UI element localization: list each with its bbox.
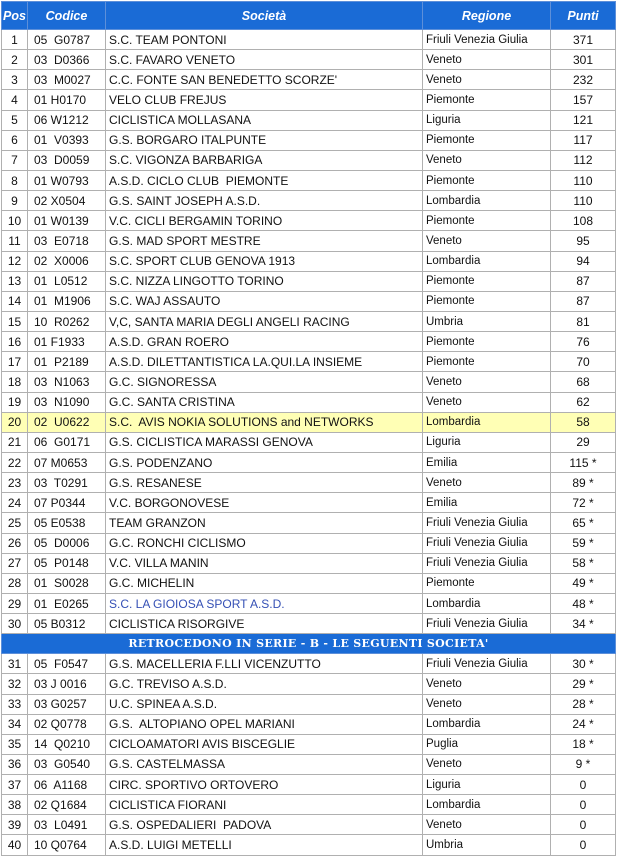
cell-region: Veneto	[423, 50, 551, 70]
table-row	[2, 130, 616, 150]
cell-points: 65 *	[551, 513, 616, 533]
cell-points: 157	[551, 90, 616, 110]
cell-code: 05 D0006	[28, 533, 106, 553]
table-row	[2, 372, 616, 392]
cell-code: 05 G0787	[28, 30, 106, 50]
cell-code: 10 R0262	[28, 311, 106, 331]
table-row	[2, 754, 616, 774]
cell-region: Piemonte	[423, 271, 551, 291]
cell-region: Lombardia	[423, 714, 551, 734]
cell-pos: 20	[2, 412, 28, 432]
cell-society: S.C. FAVARO VENETO	[106, 50, 423, 70]
cell-points: 108	[551, 211, 616, 231]
cell-points: 121	[551, 110, 616, 130]
cell-region: Lombardia	[423, 795, 551, 815]
cell-society: A.S.D. CICLO CLUB PIEMONTE	[106, 170, 423, 190]
relegation-separator	[2, 634, 616, 654]
cell-code: 01 M1906	[28, 291, 106, 311]
cell-region: Lombardia	[423, 412, 551, 432]
cell-code: 03 M0027	[28, 70, 106, 90]
cell-code: 01 P2189	[28, 352, 106, 372]
cell-points: 24 *	[551, 714, 616, 734]
cell-pos: 12	[2, 251, 28, 271]
cell-code: 02 X0504	[28, 191, 106, 211]
cell-points: 28 *	[551, 694, 616, 714]
cell-region: Umbria	[423, 835, 551, 855]
cell-society: S.C. SPORT CLUB GENOVA 1913	[106, 251, 423, 271]
table-row	[2, 392, 616, 412]
cell-region: Veneto	[423, 694, 551, 714]
cell-points: 70	[551, 352, 616, 372]
cell-society: G.S. BORGARO ITALPUNTE	[106, 130, 423, 150]
cell-code: 05 P0148	[28, 553, 106, 573]
cell-pos: 1	[2, 30, 28, 50]
cell-code: 02 X0006	[28, 251, 106, 271]
cell-pos: 38	[2, 795, 28, 815]
cell-pos: 30	[2, 614, 28, 634]
table-row	[2, 533, 616, 553]
cell-points: 9 *	[551, 754, 616, 774]
cell-pos: 3	[2, 70, 28, 90]
cell-region: Emilia	[423, 493, 551, 513]
header-pos: Pos	[2, 2, 28, 30]
cell-pos: 18	[2, 372, 28, 392]
table-row	[2, 473, 616, 493]
header-region: Regione	[423, 2, 551, 30]
cell-pos: 35	[2, 734, 28, 754]
cell-region: Liguria	[423, 432, 551, 452]
cell-code: 01 L0512	[28, 271, 106, 291]
table-row	[2, 452, 616, 472]
cell-region: Puglia	[423, 734, 551, 754]
table-row	[2, 614, 616, 634]
cell-points: 112	[551, 150, 616, 170]
cell-code: 06 G0171	[28, 432, 106, 452]
cell-pos: 7	[2, 150, 28, 170]
cell-code: 05 F0547	[28, 654, 106, 674]
cell-points: 94	[551, 251, 616, 271]
table-row	[2, 674, 616, 694]
cell-pos: 26	[2, 533, 28, 553]
cell-pos: 15	[2, 311, 28, 331]
cell-region: Veneto	[423, 70, 551, 90]
table-row	[2, 271, 616, 291]
table-row	[2, 654, 616, 674]
table-body-relegated	[2, 654, 616, 855]
cell-points: 59 *	[551, 533, 616, 553]
cell-points: 0	[551, 835, 616, 855]
cell-pos: 6	[2, 130, 28, 150]
cell-points: 72 *	[551, 493, 616, 513]
cell-code: 07 M0653	[28, 452, 106, 472]
cell-code: 01 W0793	[28, 170, 106, 190]
cell-points: 62	[551, 392, 616, 412]
table-row	[2, 170, 616, 190]
cell-society: G.C. SANTA CRISTINA	[106, 392, 423, 412]
cell-society: A.S.D. DILETTANTISTICA LA.QUI.LA INSIEME	[106, 352, 423, 372]
cell-society: G.S. PODENZANO	[106, 452, 423, 472]
table-row	[2, 150, 616, 170]
cell-society: CICLISTICA FIORANI	[106, 795, 423, 815]
cell-pos: 13	[2, 271, 28, 291]
cell-region: Veneto	[423, 231, 551, 251]
cell-society: S.C. AVIS NOKIA SOLUTIONS and NETWORKS	[106, 412, 423, 432]
cell-region: Piemonte	[423, 291, 551, 311]
cell-pos: 33	[2, 694, 28, 714]
table-row	[2, 30, 616, 50]
cell-pos: 28	[2, 573, 28, 593]
cell-code: 03 J 0016	[28, 674, 106, 694]
header-code: Codice	[28, 2, 106, 30]
cell-region: Lombardia	[423, 251, 551, 271]
cell-pos: 8	[2, 170, 28, 190]
cell-pos: 22	[2, 452, 28, 472]
cell-code: 05 B0312	[28, 614, 106, 634]
cell-region: Veneto	[423, 150, 551, 170]
cell-code: 02 Q1684	[28, 795, 106, 815]
ranking-table	[1, 1, 616, 856]
cell-points: 0	[551, 795, 616, 815]
cell-pos: 2	[2, 50, 28, 70]
cell-society: V.C. BORGONOVESE	[106, 493, 423, 513]
cell-points: 115 *	[551, 452, 616, 472]
cell-society: TEAM GRANZON	[106, 513, 423, 533]
cell-code: 01 F1933	[28, 332, 106, 352]
cell-code: 01 W0139	[28, 211, 106, 231]
cell-points: 0	[551, 775, 616, 795]
cell-region: Friuli Venezia Giulia	[423, 533, 551, 553]
cell-points: 232	[551, 70, 616, 90]
cell-society: G.S. ALTOPIANO OPEL MARIANI	[106, 714, 423, 734]
cell-pos: 32	[2, 674, 28, 694]
cell-region: Veneto	[423, 392, 551, 412]
table-row	[2, 694, 616, 714]
table-row	[2, 231, 616, 251]
cell-region: Veneto	[423, 754, 551, 774]
table-row	[2, 835, 616, 855]
cell-code: 01 V0393	[28, 130, 106, 150]
cell-region: Piemonte	[423, 90, 551, 110]
cell-points: 0	[551, 815, 616, 835]
cell-region: Umbria	[423, 311, 551, 331]
cell-society: V,C, SANTA MARIA DEGLI ANGELI RACING	[106, 311, 423, 331]
cell-pos: 31	[2, 654, 28, 674]
cell-pos: 37	[2, 775, 28, 795]
table-row	[2, 50, 616, 70]
table-row	[2, 493, 616, 513]
cell-region: Lombardia	[423, 191, 551, 211]
cell-points: 58	[551, 412, 616, 432]
cell-society: G.C. MICHELIN	[106, 573, 423, 593]
cell-code: 03 L0491	[28, 815, 106, 835]
table-row	[2, 815, 616, 835]
table-row	[2, 553, 616, 573]
cell-code: 03 N1090	[28, 392, 106, 412]
cell-pos: 23	[2, 473, 28, 493]
cell-society: G.S. RESANESE	[106, 473, 423, 493]
cell-pos: 39	[2, 815, 28, 835]
cell-pos: 24	[2, 493, 28, 513]
cell-society: G.S. MAD SPORT MESTRE	[106, 231, 423, 251]
cell-region: Emilia	[423, 452, 551, 472]
cell-code: 06 A1168	[28, 775, 106, 795]
cell-region: Veneto	[423, 674, 551, 694]
cell-society: S.C. WAJ ASSAUTO	[106, 291, 423, 311]
cell-points: 30 *	[551, 654, 616, 674]
cell-society: U.C. SPINEA A.S.D.	[106, 694, 423, 714]
cell-code: 05 E0538	[28, 513, 106, 533]
cell-region: Friuli Venezia Giulia	[423, 30, 551, 50]
table-row	[2, 412, 616, 432]
cell-points: 29 *	[551, 674, 616, 694]
cell-code: 02 Q0778	[28, 714, 106, 734]
cell-pos: 5	[2, 110, 28, 130]
cell-code: 01 H0170	[28, 90, 106, 110]
cell-points: 301	[551, 50, 616, 70]
cell-pos: 16	[2, 332, 28, 352]
table-row	[2, 513, 616, 533]
table-row	[2, 70, 616, 90]
cell-points: 29	[551, 432, 616, 452]
cell-society: G.S. CICLISTICA MARASSI GENOVA	[106, 432, 423, 452]
cell-society: CICLISTICA RISORGIVE	[106, 614, 423, 634]
table-row	[2, 110, 616, 130]
cell-code: 03 E0718	[28, 231, 106, 251]
cell-pos: 17	[2, 352, 28, 372]
table-row	[2, 714, 616, 734]
cell-code: 03 D0059	[28, 150, 106, 170]
table-row	[2, 332, 616, 352]
cell-society: S.C. TEAM PONTONI	[106, 30, 423, 50]
cell-society: S.C. LA GIOIOSA SPORT A.S.D.	[106, 593, 423, 613]
cell-points: 87	[551, 291, 616, 311]
cell-region: Veneto	[423, 815, 551, 835]
cell-points: 68	[551, 372, 616, 392]
cell-society: V.C. VILLA MANIN	[106, 553, 423, 573]
cell-region: Piemonte	[423, 130, 551, 150]
cell-pos: 14	[2, 291, 28, 311]
table-row	[2, 211, 616, 231]
cell-points: 48 *	[551, 593, 616, 613]
cell-region: Piemonte	[423, 352, 551, 372]
cell-society: A.S.D. LUIGI METELLI	[106, 835, 423, 855]
cell-region: Lombardia	[423, 593, 551, 613]
cell-code: 03 T0291	[28, 473, 106, 493]
cell-region: Liguria	[423, 775, 551, 795]
cell-points: 110	[551, 170, 616, 190]
cell-points: 95	[551, 231, 616, 251]
cell-code: 10 Q0764	[28, 835, 106, 855]
cell-pos: 25	[2, 513, 28, 533]
cell-points: 81	[551, 311, 616, 331]
cell-region: Veneto	[423, 372, 551, 392]
cell-code: 06 W1212	[28, 110, 106, 130]
cell-code: 03 G0257	[28, 694, 106, 714]
table-row	[2, 775, 616, 795]
cell-society: G.S. MACELLERIA F.LLI VICENZUTTO	[106, 654, 423, 674]
cell-society: G.C. RONCHI CICLISMO	[106, 533, 423, 553]
cell-points: 76	[551, 332, 616, 352]
table-body-main	[2, 30, 616, 634]
separator-row	[2, 634, 616, 654]
cell-society: G.S. SAINT JOSEPH A.S.D.	[106, 191, 423, 211]
cell-pos: 10	[2, 211, 28, 231]
cell-code: 14 Q0210	[28, 734, 106, 754]
header-points: Punti	[551, 2, 616, 30]
cell-code: 02 U0622	[28, 412, 106, 432]
cell-code: 01 S0028	[28, 573, 106, 593]
cell-region: Piemonte	[423, 573, 551, 593]
cell-pos: 34	[2, 714, 28, 734]
cell-pos: 27	[2, 553, 28, 573]
cell-region: Piemonte	[423, 332, 551, 352]
cell-pos: 40	[2, 835, 28, 855]
cell-region: Piemonte	[423, 170, 551, 190]
cell-points: 18 *	[551, 734, 616, 754]
separator-label: RETROCEDONO IN SERIE - B - LE SEGUENTI SOCIETA'	[2, 634, 616, 654]
header-society: Società	[106, 2, 423, 30]
cell-code: 03 G0540	[28, 754, 106, 774]
cell-region: Friuli Venezia Giulia	[423, 614, 551, 634]
cell-pos: 4	[2, 90, 28, 110]
cell-region: Liguria	[423, 110, 551, 130]
cell-region: Piemonte	[423, 211, 551, 231]
cell-pos: 21	[2, 432, 28, 452]
cell-society: CICLOAMATORI AVIS BISCEGLIE	[106, 734, 423, 754]
cell-pos: 9	[2, 191, 28, 211]
table-row	[2, 352, 616, 372]
cell-society: G.S. OSPEDALIERI PADOVA	[106, 815, 423, 835]
cell-region: Veneto	[423, 473, 551, 493]
cell-society: S.C. VIGONZA BARBARIGA	[106, 150, 423, 170]
table-row	[2, 573, 616, 593]
cell-points: 117	[551, 130, 616, 150]
cell-region: Friuli Venezia Giulia	[423, 654, 551, 674]
cell-code: 03 N1063	[28, 372, 106, 392]
cell-pos: 36	[2, 754, 28, 774]
cell-code: 03 D0366	[28, 50, 106, 70]
cell-society: A.S.D. GRAN ROERO	[106, 332, 423, 352]
cell-society: VELO CLUB FREJUS	[106, 90, 423, 110]
table-row	[2, 311, 616, 331]
table-row	[2, 593, 616, 613]
table-row	[2, 734, 616, 754]
table-row	[2, 291, 616, 311]
cell-society: G.C. TREVISO A.S.D.	[106, 674, 423, 694]
cell-society: C.C. FONTE SAN BENEDETTO SCORZE'	[106, 70, 423, 90]
cell-points: 110	[551, 191, 616, 211]
cell-pos: 29	[2, 593, 28, 613]
table-row	[2, 795, 616, 815]
cell-society: G.C. SIGNORESSA	[106, 372, 423, 392]
cell-points: 58 *	[551, 553, 616, 573]
cell-code: 07 P0344	[28, 493, 106, 513]
cell-points: 49 *	[551, 573, 616, 593]
cell-region: Friuli Venezia Giulia	[423, 553, 551, 573]
cell-code: 01 E0265	[28, 593, 106, 613]
cell-society: V.C. CICLI BERGAMIN TORINO	[106, 211, 423, 231]
table-header-row	[2, 2, 616, 30]
cell-points: 34 *	[551, 614, 616, 634]
table-row	[2, 251, 616, 271]
cell-pos: 19	[2, 392, 28, 412]
cell-society: CIRC. SPORTIVO ORTOVERO	[106, 775, 423, 795]
cell-pos: 11	[2, 231, 28, 251]
cell-points: 371	[551, 30, 616, 50]
table-row	[2, 191, 616, 211]
cell-society: CICLISTICA MOLLASANA	[106, 110, 423, 130]
cell-society: S.C. NIZZA LINGOTTO TORINO	[106, 271, 423, 291]
cell-points: 89 *	[551, 473, 616, 493]
cell-society: G.S. CASTELMASSA	[106, 754, 423, 774]
cell-points: 87	[551, 271, 616, 291]
table-row	[2, 432, 616, 452]
table-row	[2, 90, 616, 110]
cell-region: Friuli Venezia Giulia	[423, 513, 551, 533]
